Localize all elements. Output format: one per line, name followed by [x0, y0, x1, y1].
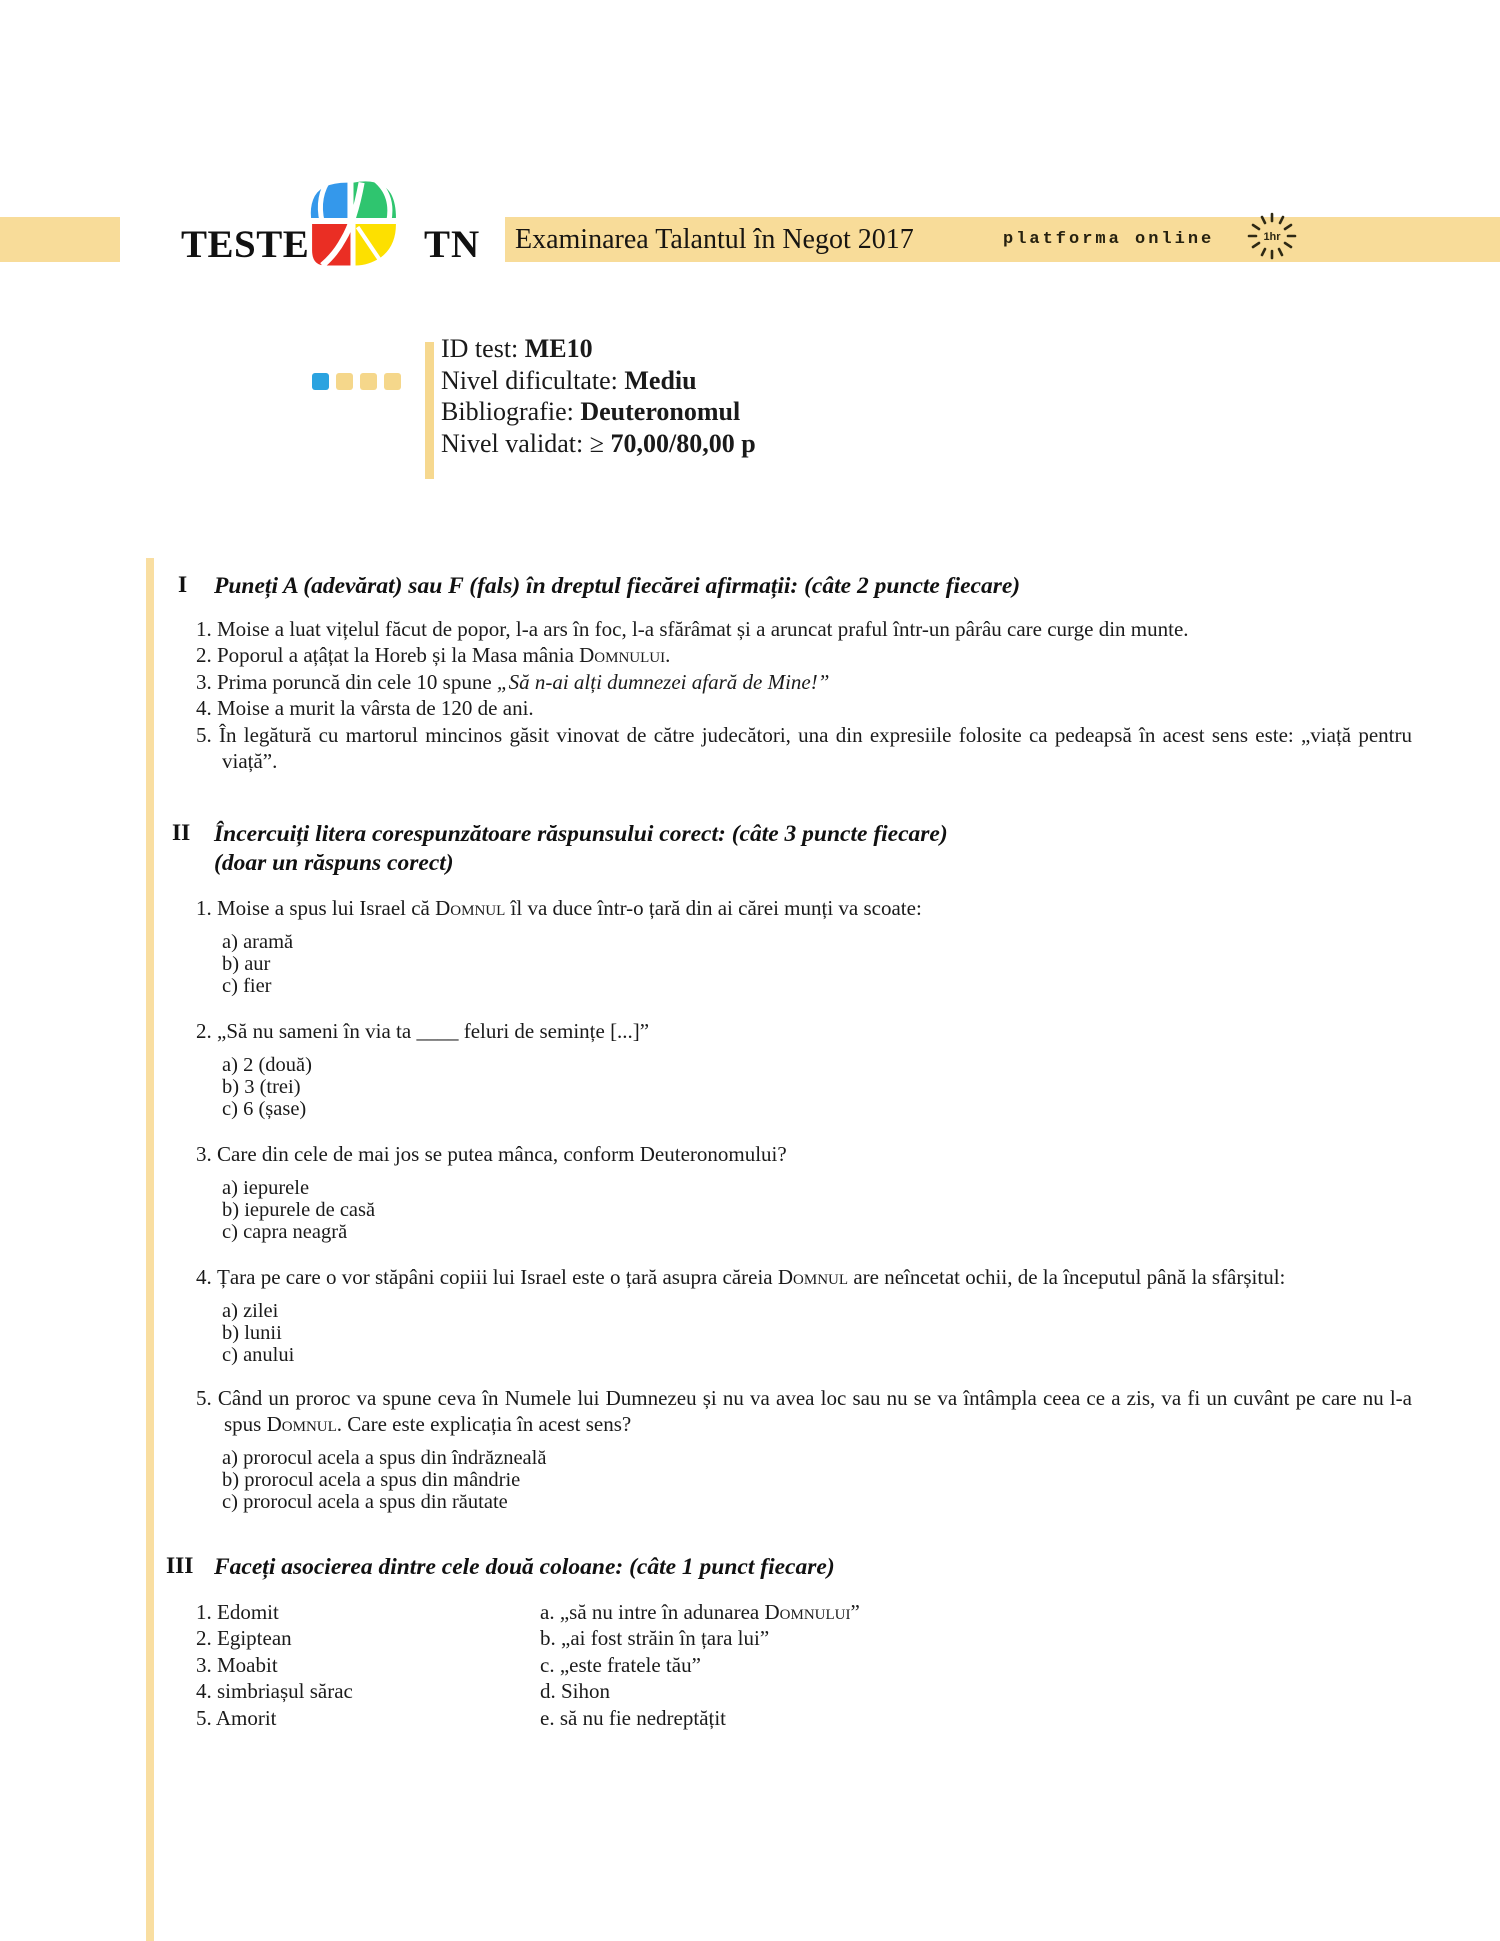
- text-segment: În legătură cu martorul mincinos găsit vinovat de către judecători, una din expresiile folosite ca pedeapsă în acest sens este: „viață pentru viață”.: [219, 722, 1412, 774]
- option-letter: b): [222, 1076, 245, 1099]
- match-right-letter: c.: [540, 1652, 560, 1677]
- question-number: 1.: [196, 896, 217, 920]
- match-row: [196, 1652, 1296, 1678]
- platform-label: platforma online: [1003, 230, 1215, 249]
- answer-option: [222, 1221, 1412, 1243]
- option-letter: a): [222, 1054, 244, 1076]
- info-label: Bibliografie:: [441, 397, 581, 426]
- option-text: anului: [243, 1344, 295, 1367]
- text-segment: . Care este explicația în acest sens?: [336, 1412, 632, 1436]
- info-label: Nivel dificultate:: [441, 365, 625, 395]
- text-segment: Când un proroc va spune ceva în Numele lui Dumnezeu și nu va avea loc sau nu se va întâmpla ceea ce a zis, va fi un cuvânt pe care nu l-a spus: [217, 1386, 1412, 1436]
- answer-options: [196, 931, 1412, 998]
- match-right-letter: e.: [540, 1705, 560, 1730]
- match-left-number: 5.: [196, 1705, 216, 1730]
- text-segment: să nu fie nedreptățit: [559, 1705, 727, 1730]
- match-left-text: simbriașul sărac: [217, 1679, 353, 1704]
- text-segment: ”: [850, 1600, 860, 1624]
- progress-squares: [312, 373, 401, 390]
- statement-item: [196, 669, 1412, 695]
- match-right: [540, 1705, 1296, 1731]
- text-segment: Domnul: [777, 1265, 849, 1289]
- question-block: [196, 1018, 1412, 1121]
- match-left-number: 3.: [196, 1652, 217, 1677]
- match-left-text: Amorit: [215, 1705, 277, 1730]
- section-ii-subtitle: (doar un răspuns corect): [214, 850, 454, 876]
- option-text: aur: [244, 953, 271, 976]
- match-left-number: 4.: [196, 1679, 217, 1704]
- section-iii-numeral: III: [166, 1553, 194, 1579]
- answer-option: [222, 1300, 1412, 1322]
- option-text: capra neagră: [243, 1221, 348, 1244]
- answer-option: [222, 953, 1412, 975]
- text-segment: are neîncetat ochii, de la începutul până la sfârșitul:: [848, 1265, 1286, 1289]
- option-text: 2 (două): [243, 1054, 312, 1076]
- test-info-line: [441, 365, 756, 397]
- text-segment: Poporul a ațâțat la Horeb și la Masa mânia: [217, 643, 580, 668]
- progress-square: [336, 373, 353, 390]
- text-segment: Moise a spus lui Israel că: [217, 896, 436, 920]
- match-left-number: 2.: [196, 1626, 217, 1651]
- timer-label: 1hr: [1263, 231, 1281, 243]
- answer-option: [222, 931, 1412, 953]
- info-label: Nivel validat: ≥: [441, 428, 611, 458]
- match-row: [196, 1678, 1296, 1704]
- item-number: 4.: [196, 696, 217, 721]
- answer-options: [196, 1300, 1412, 1367]
- match-row: [196, 1705, 1296, 1731]
- section-ii-heading: [214, 820, 948, 878]
- option-letter: c): [222, 1221, 244, 1244]
- statement-item: [196, 616, 1412, 642]
- text-segment: Domnul: [435, 896, 506, 920]
- text-segment: Domnul: [266, 1412, 337, 1436]
- question-number: 5.: [196, 1386, 218, 1410]
- text-segment: Domnului: [579, 643, 666, 668]
- answer-options: [196, 1054, 1412, 1121]
- exam-title: Examinarea Talantul în Negot 2017: [515, 224, 914, 255]
- match-right: [540, 1625, 1296, 1651]
- option-letter: a): [222, 1447, 244, 1469]
- match-left: [196, 1652, 540, 1678]
- match-right: [540, 1599, 1296, 1625]
- answer-option: [222, 1322, 1412, 1344]
- section-i-items: [196, 616, 1412, 774]
- option-letter: a): [222, 1177, 244, 1199]
- question-block: [196, 1264, 1412, 1367]
- match-right-letter: b.: [540, 1626, 561, 1651]
- section-ii-title: Încercuiți litera corespunzătoare răspunsului corect: (câte 3 puncte fiecare): [214, 821, 948, 847]
- match-right: [540, 1652, 1296, 1678]
- option-letter: c): [222, 1098, 244, 1121]
- match-left-text: Moabit: [217, 1652, 278, 1677]
- option-text: prorocul acela a spus din mândrie: [244, 1469, 521, 1492]
- option-text: 3 (trei): [244, 1076, 301, 1099]
- text-segment: Țara pe care o vor stăpâni copiii lui Israel este o țară asupra căreia: [217, 1265, 778, 1289]
- option-text: prorocul acela a spus din îndrăzneală: [243, 1447, 547, 1469]
- question-prompt: [196, 895, 1412, 921]
- section-i-heading: Puneți A (adevărat) sau F (fals) în dreptul fiecărei afirmații: (câte 2 puncte fiecare): [214, 573, 1021, 599]
- option-letter: a): [222, 1300, 244, 1322]
- match-right-letter: d.: [540, 1679, 561, 1704]
- item-number: 2.: [196, 643, 217, 668]
- info-value: Deuteronomul: [580, 397, 741, 426]
- content-rule: [146, 558, 154, 1941]
- option-letter: b): [222, 1322, 245, 1345]
- item-number: 5.: [196, 722, 219, 747]
- progress-square: [312, 373, 329, 390]
- option-letter: c): [222, 975, 244, 998]
- question-prompt: [196, 1264, 1412, 1290]
- text-segment: îl va duce într-o țară din ai cărei munți va scoate:: [505, 896, 922, 920]
- answer-option: [222, 1344, 1412, 1366]
- test-info-line: [441, 396, 756, 428]
- answer-option: [222, 1054, 1412, 1076]
- question-block: [196, 1385, 1412, 1514]
- match-left: [196, 1678, 540, 1704]
- progress-square: [360, 373, 377, 390]
- answer-option: [222, 1076, 1412, 1098]
- info-value: ME10: [524, 334, 593, 363]
- statement-item: [196, 642, 1412, 668]
- text-segment: Moise a murit la vârsta de 120 de ani.: [217, 696, 534, 721]
- text-segment: Sihon: [561, 1679, 611, 1704]
- text-segment: „Să n-ai alți dumnezei afară de Mine!”: [496, 669, 830, 694]
- option-letter: b): [222, 1199, 245, 1222]
- option-text: zilei: [243, 1300, 279, 1322]
- text-segment: „să nu intre în adunarea: [559, 1600, 765, 1624]
- text-segment: Prima poruncă din cele 10 spune: [217, 669, 497, 694]
- question-number: 2.: [196, 1019, 217, 1043]
- question-prompt: [196, 1385, 1412, 1437]
- option-text: aramă: [243, 931, 294, 953]
- option-letter: b): [222, 1469, 245, 1492]
- section-i-numeral: I: [178, 572, 188, 598]
- match-left-text: Edomit: [217, 1600, 279, 1624]
- match-left-text: Egiptean: [217, 1626, 292, 1651]
- timer-1hr-sunburst-icon: [1246, 210, 1298, 262]
- answer-options: [196, 1447, 1412, 1514]
- section-ii-numeral: II: [172, 820, 191, 846]
- question-number: 3.: [196, 1142, 217, 1166]
- text-segment: „Să nu sameni în via ta ____ feluri de semințe [...]”: [217, 1019, 650, 1043]
- answer-option: [222, 1199, 1412, 1221]
- section-iii-match-list: [196, 1599, 1296, 1731]
- progress-square: [384, 373, 401, 390]
- question-prompt: [196, 1141, 1412, 1167]
- option-letter: b): [222, 953, 245, 976]
- test-info-block: [441, 333, 756, 459]
- answer-option: [222, 1177, 1412, 1199]
- question-number: 4.: [196, 1265, 217, 1289]
- option-text: fier: [243, 975, 272, 998]
- question-block: [196, 1141, 1412, 1244]
- text-segment: Moise a luat vițelul făcut de popor, l-a ars în foc, l-a sfărâmat și a aruncat praful într-un pârâu care curge din munte.: [217, 617, 1189, 641]
- item-number: 1.: [196, 617, 217, 641]
- text-segment: Domnului: [764, 1600, 851, 1624]
- match-left-number: 1.: [196, 1600, 217, 1624]
- answer-option: [222, 1469, 1412, 1491]
- answer-option: [222, 975, 1412, 997]
- option-text: iepurele: [243, 1177, 310, 1199]
- item-number: 3.: [196, 669, 217, 694]
- text-segment: „este fratele tău”: [559, 1652, 701, 1677]
- option-text: lunii: [244, 1322, 282, 1345]
- info-value: 70,00/80,00 p: [610, 428, 756, 458]
- test-info-line: [441, 428, 756, 460]
- answer-option: [222, 1491, 1412, 1513]
- option-letter: a): [222, 931, 244, 953]
- answer-options: [196, 1177, 1412, 1244]
- text-segment: .: [665, 643, 671, 668]
- teste-tn-globe-logo-icon: [305, 176, 400, 267]
- match-row: [196, 1625, 1296, 1651]
- match-right: [540, 1678, 1296, 1704]
- brand-text-tn: TN: [424, 223, 481, 266]
- info-value: Mediu: [624, 365, 697, 395]
- test-info-line: [441, 333, 756, 365]
- statement-item: [196, 722, 1412, 775]
- option-letter: c): [222, 1491, 244, 1514]
- brand-text-teste: TESTE: [181, 223, 310, 266]
- answer-option: [222, 1098, 1412, 1120]
- option-text: 6 (șase): [243, 1098, 307, 1121]
- match-row: [196, 1599, 1296, 1625]
- info-label: ID test:: [441, 334, 525, 363]
- question-block: [196, 895, 1412, 998]
- text-segment: „ai fost străin în țara lui”: [561, 1626, 770, 1651]
- answer-option: [222, 1447, 1412, 1469]
- text-segment: Care din cele de mai jos se putea mânca, conform Deuteronomului?: [217, 1142, 787, 1166]
- match-left: [196, 1705, 540, 1731]
- question-prompt: [196, 1018, 1412, 1044]
- section-iii-heading: Faceți asocierea dintre cele două coloane: (câte 1 punct fiecare): [214, 1554, 835, 1580]
- statement-item: [196, 695, 1412, 721]
- option-text: prorocul acela a spus din răutate: [243, 1491, 508, 1514]
- option-text: iepurele de casă: [244, 1199, 376, 1222]
- match-left: [196, 1625, 540, 1651]
- match-left: [196, 1599, 540, 1625]
- info-divider-bar: [425, 342, 434, 479]
- match-right-letter: a.: [540, 1600, 560, 1624]
- option-letter: c): [222, 1344, 244, 1367]
